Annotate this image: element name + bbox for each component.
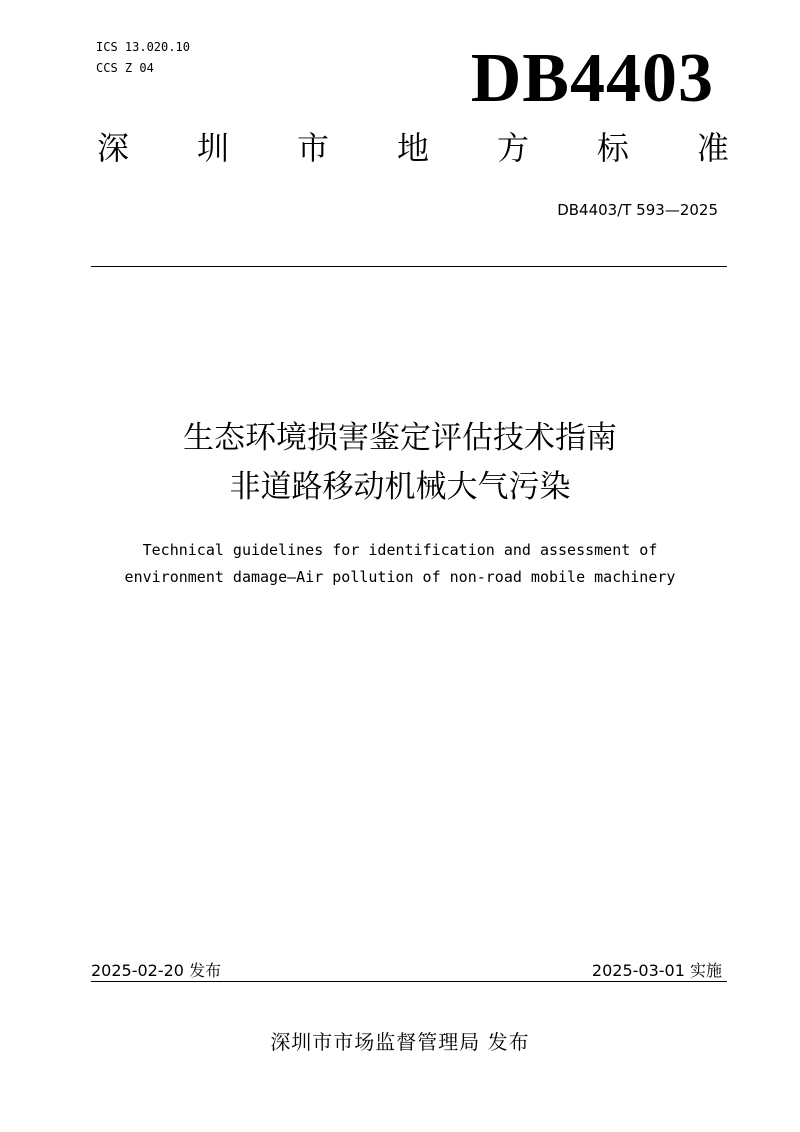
- implementation-date: 2025-03-01 实施: [591, 961, 722, 980]
- ccs-code: CCS Z 04: [96, 61, 154, 75]
- standard-type-char: 深: [97, 129, 130, 167]
- standard-number: DB4403/T 593—2025: [557, 201, 718, 219]
- standard-type-char: 地: [396, 129, 429, 167]
- standard-type-char: 准: [696, 129, 729, 167]
- standard-code-logo: DB4403: [470, 40, 714, 117]
- standard-type-char: 标: [596, 129, 629, 167]
- standard-type-char: 圳: [196, 129, 229, 167]
- standard-type-char: 市: [296, 129, 329, 167]
- title-chinese-line-1: 生态环境损害鉴定评估技术指南: [183, 420, 617, 456]
- standard-type: [97, 129, 729, 167]
- title-english-line-1: Technical guidelines for identification and assessment of: [142, 541, 658, 559]
- ics-code: ICS 13.020.10: [96, 40, 190, 54]
- issue-date: 2025-02-20 发布: [91, 961, 222, 980]
- standard-type-char: 方: [496, 129, 529, 167]
- publisher: 深圳市市场监督管理局 发布: [270, 1030, 530, 1054]
- title-english-line-2: environment damage—Air pollution of non-road mobile machinery: [124, 568, 676, 586]
- bottom-divider: [91, 981, 727, 982]
- top-divider: [91, 266, 727, 267]
- title-chinese-line-2: 非道路移动机械大气污染: [229, 469, 571, 505]
